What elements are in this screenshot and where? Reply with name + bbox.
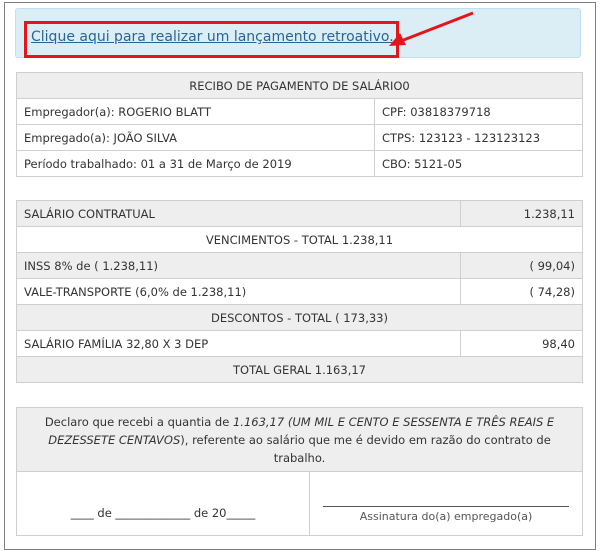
earnings-total: VENCIMENTOS - TOTAL 1.238,11 <box>17 227 583 253</box>
declaration-prefix: Declaro que recebi a quantia de <box>44 414 233 429</box>
contract-salary-label: SALÁRIO CONTRATUAL <box>17 201 461 227</box>
deduction-inss-label: INSS 8% de ( 1.238,11) <box>17 253 461 279</box>
retroactive-alert <box>15 8 581 58</box>
receipt-title: RECIBO DE PAGAMENTO DE SALÁRIO0 <box>17 73 583 99</box>
employer-cpf: CPF: 03818379718 <box>375 99 583 125</box>
contract-salary-value: 1.238,11 <box>461 201 583 227</box>
red-arrow-annotation-icon <box>385 10 477 50</box>
date-placeholder-line: ____ de _____________ de 20_____ <box>70 506 256 520</box>
declaration-text <box>17 408 583 472</box>
signature-line <box>323 506 569 507</box>
declaration-suffix: ), referente ao salário que me é devido em razão do contrato de trabalho. <box>180 432 551 465</box>
deductions-total: DESCONTOS - TOTAL ( 173,33) <box>17 305 583 331</box>
employer-name: Empregador(a): ROGERIO BLATT <box>17 99 375 125</box>
employee-cbo: CBO: 5121-05 <box>375 151 583 177</box>
family-salary-label: SALÁRIO FAMÍLIA 32,80 X 3 DEP <box>17 331 461 357</box>
employee-name: Empregado(a): JOÃO SILVA <box>17 125 375 151</box>
declaration-table <box>16 407 583 536</box>
retroactive-entry-link[interactable]: Clique aqui para realizar um lançamento retroativo. <box>31 29 394 45</box>
grand-total: TOTAL GERAL 1.163,17 <box>17 357 583 383</box>
employee-ctps: CTPS: 123123 - 123123123 <box>375 125 583 151</box>
highlight-annotation-box <box>24 21 399 58</box>
salary-receipt-header-table <box>16 72 583 177</box>
salary-values-table <box>16 200 583 383</box>
signature-label: Assinatura do(a) empregado(a) <box>359 510 533 523</box>
declaration-amount: 1.163,17 <box>232 414 285 429</box>
signature-cell <box>310 472 583 536</box>
deduction-transport-label: VALE-TRANSPORTE (6,0% de 1.238,11) <box>17 279 461 305</box>
deduction-inss-value: ( 99,04) <box>461 253 583 279</box>
deduction-transport-value: ( 74,28) <box>461 279 583 305</box>
date-cell <box>17 472 310 536</box>
worked-period: Período trabalhado: 01 a 31 de Março de 2019 <box>17 151 375 177</box>
declaration-amount-in-words: (UM MIL E CENTO E SESSENTA E TRÊS REAIS E DEZESSETE CENTAVOS <box>48 414 555 447</box>
family-salary-value: 98,40 <box>461 331 583 357</box>
